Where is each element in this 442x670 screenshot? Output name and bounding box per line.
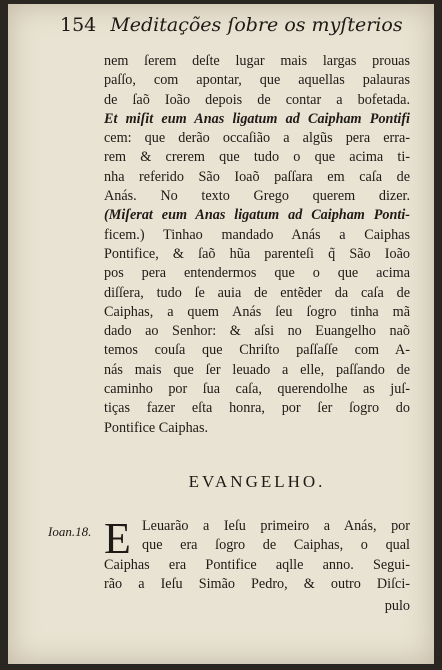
catchword: pulo [384,598,410,614]
gospel-text [104,514,410,594]
text-line: nem ſerem deſte lugar mais largas prouas [104,53,410,69]
text-line: ficem.) Tinhao mandado Anás a Caiphas [104,226,410,243]
drop-cap: E [104,514,131,563]
body-text [104,52,410,438]
text-line: Caiphas era Pontifice aqlle anno. Segui- [104,556,410,573]
section-heading: EVANGELHO. [188,472,326,491]
page-number: 154 [60,14,97,36]
running-head [60,14,420,36]
text-line: paſſo, com apontar, que aquellas palauras [104,72,410,89]
margin-note: Ioan.18. [48,524,92,539]
text-line: rão a Ieſu Simão Pedro, & outro Diſci- [104,575,410,592]
text-line: Anás. No texto Grego querem dizer. [104,188,410,205]
text-line: rem & crerem que tudo o que acima ti- [104,149,410,166]
running-title: Meditações ſobre os myſterios [110,14,403,36]
latin-quote-line: Et miſit eum Anas ligatum ad Caipham Pontifi [104,110,410,127]
text-line: Leuarão a Ieſu primeiro a Anás, por [142,518,410,534]
text-line: Pontifice, & ſaõ hũa parenteſi q̃ São Ioão [104,245,410,262]
text-line: Pontifice Caiphas. [104,419,209,436]
text-line: caminho por ſua caſa, querendolhe as juſ- [104,381,410,398]
text-line: pos pera entendermos que o que acima [104,265,410,282]
text-line: cem: que derão occaſião a algũs pera erra- [104,130,410,147]
text-line: dado ao Senhor: & aſsi no Euangelho naõ [104,323,410,340]
text-line: diſſera, tudo ſe auia de entẽder da caſa de [104,284,410,301]
text-line: temos couſa que Chriſto paſſaſſe com A- [104,342,410,359]
text-line: nha referido São Ioaõ paſſara em caſa de [104,168,410,185]
text-line: Caiphas, a quem Anás ſeu ſogro tinha mã [104,303,410,320]
latin-quote-line: (Miſerat eum Anas ligatum ad Caipham Ponti- [104,207,410,224]
text-line: de ſaõ Ioão depois de contar a bofetada. [104,91,410,108]
book-page [8,4,434,664]
text-line: tiças fazer eſta honra, por ſer ſogro do [104,400,410,417]
text-line: nás mais que ſer leuado a elle, paſſando de [104,361,410,378]
text-line: que era ſogro de Caiphas, o qual [142,537,410,554]
